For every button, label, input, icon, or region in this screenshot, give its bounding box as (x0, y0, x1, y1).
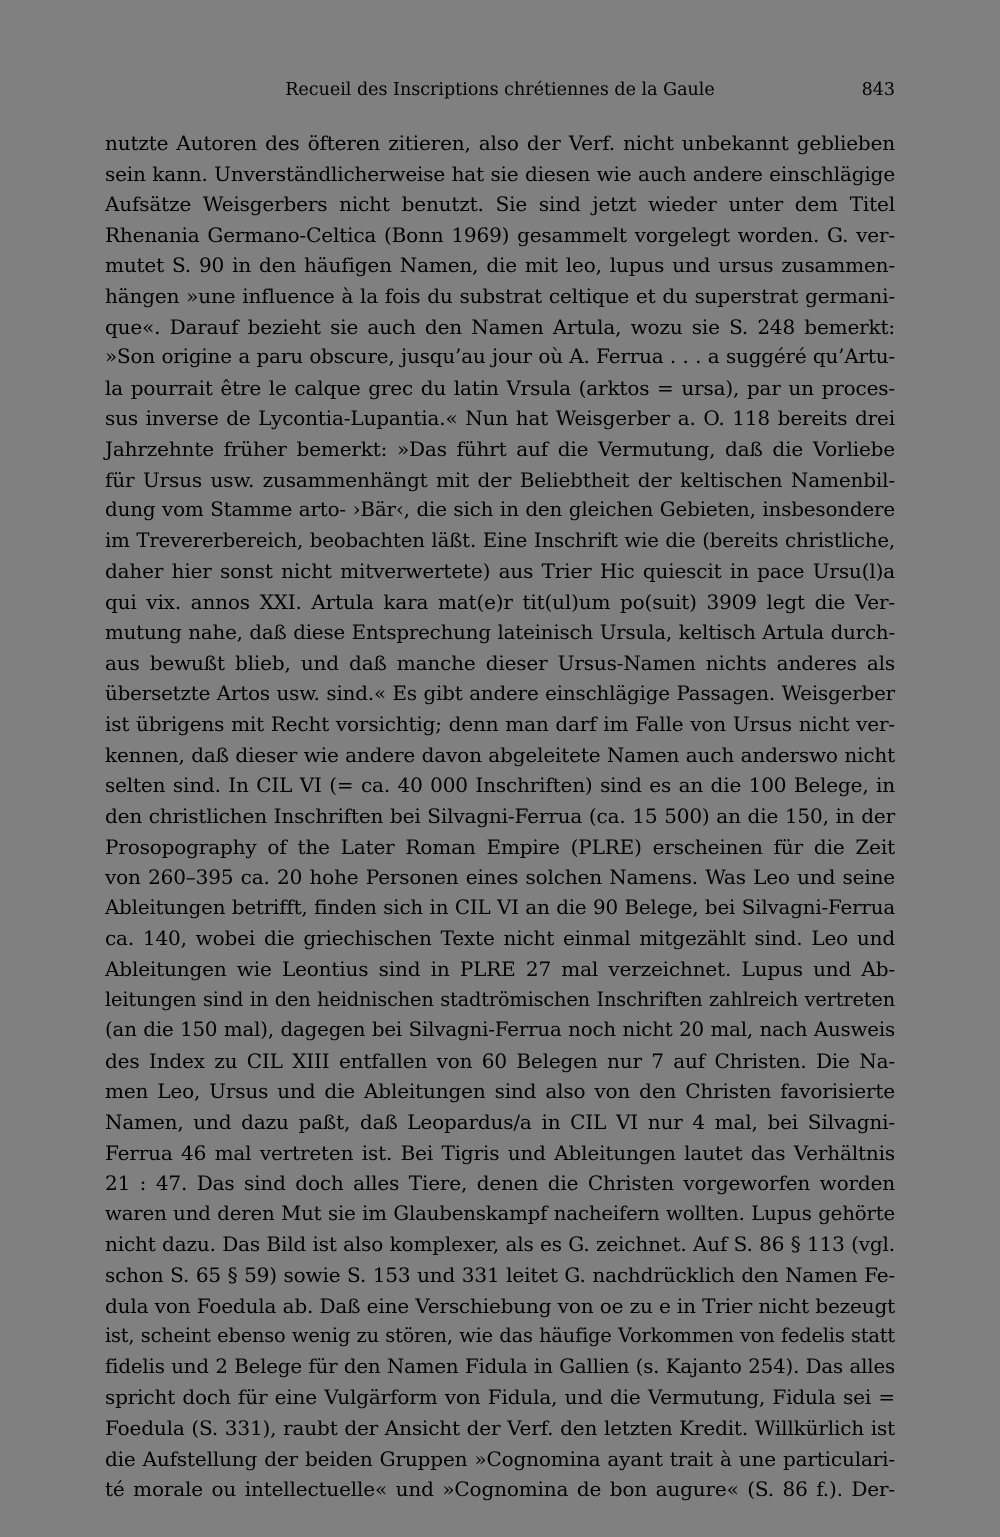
text-line: von 260–395 ca. 20 hohe Personen eines solchen Namens. Was Leo und seine (105, 865, 895, 890)
text-line: Ableitungen wie Leontius sind in PLRE 27 mal verzeichnet. Lupus und Ab- (105, 957, 895, 982)
text-line: Foedula (S. 331), raubt der Ansicht der Verf. den letzten Kredit. Willkürlich ist (105, 1415, 895, 1440)
text-line: men Leo, Ursus und die Ableitungen sind also von den Christen favorisierte (105, 1079, 895, 1104)
text-line: für Ursus usw. zusammenhängt mit der Beliebtheit der keltischen Namenbil- (105, 467, 895, 492)
text-line: des Index zu CIL XIII entfallen von 60 Belegen nur 7 auf Christen. Die Na- (105, 1048, 895, 1073)
text-line: Ferrua 46 mal vertreten ist. Bei Tigris und Ableitungen lautet das Verhältnis (105, 1140, 895, 1165)
text-line: im Trevererbereich, beobachten läßt. Eine Inschrift wie die (bereits christliche, (105, 528, 895, 552)
text-line: spricht doch für eine Vulgärform von Fidula, und die Vermutung, Fidula sei = (105, 1385, 895, 1410)
text-line: die Aufstellung der beiden Gruppen »Cognomina ayant trait à une particulari- (105, 1446, 895, 1471)
text-line: aus bewußt blieb, und daß manche dieser Ursus-Namen nichts anderes als (105, 651, 895, 676)
text-line: hängen »une influence à la fois du substrat celtique et du superstrat germani- (105, 283, 895, 308)
text-line: Rhenania Germano-Celtica (Bonn 1969) gesammelt vorgelegt worden. G. ver- (105, 222, 895, 247)
text-line: mutung nahe, daß diese Entsprechung lateinisch Ursula, keltisch Artula durch- (105, 620, 895, 644)
text-line: selten sind. In CIL VI (= ca. 40 000 Inschriften) sind es an die 100 Belege, in (105, 773, 895, 798)
text-line: sein kann. Unverständlicherweise hat sie diesen wie auch andere einschlägige (105, 161, 895, 186)
text-line: fidelis und 2 Belege für den Namen Fidula in Gallien (s. Kajanto 254). Das alles (105, 1354, 895, 1378)
text-line: daher hier sonst nicht mitverwertete) aus Trier Hic quiescit in pace Ursu(l)a (105, 559, 895, 584)
text-line: Namen, und dazu paßt, daß Leopardus/a in CIL VI nur 4 mal, bei Silvagni- (105, 1110, 895, 1134)
body-text (105, 128, 895, 1505)
page-number: 843 (861, 80, 895, 100)
text-line: 21 : 47. Das sind doch alles Tiere, denen die Christen vorgeworfen worden (105, 1171, 895, 1196)
text-line: Aufsätze Weisgerbers nicht benutzt. Sie sind jetzt wieder unter dem Titel (105, 192, 895, 217)
text-line: kennen, daß dieser wie andere davon abgeleitete Namen auch anderswo nicht (105, 742, 895, 767)
running-header (105, 76, 895, 104)
text-line: Jahrzehnte früher bemerkt: »Das führt auf die Vermutung, daß die Vorliebe (105, 436, 895, 461)
text-line: ist, scheint ebenso wenig zu stören, wie das häufige Vorkommen von fedelis statt (105, 1324, 895, 1348)
text-line: nicht dazu. Das Bild ist also komplexer, als es G. zeichnet. Auf S. 86 § 113 (vgl. (105, 1232, 895, 1257)
text-line: »Son origine a paru obscure, jusqu’au jour où A. Ferrua . . . a suggéré qu’Artu- (105, 345, 895, 369)
running-title: Recueil des Inscriptions chrétiennes de la Gaule (285, 80, 715, 100)
text-line: waren und deren Mut sie im Glaubenskampf nacheifern wollten. Lupus gehörte (105, 1201, 895, 1225)
text-line: Ableitungen betrifft, finden sich in CIL VI an die 90 Belege, bei Silvagni-Ferrua (105, 895, 895, 919)
text-line: Prosopography of the Later Roman Empire (PLRE) erscheinen für die Zeit (105, 834, 895, 859)
text-line: (an die 150 mal), dagegen bei Silvagni-Ferrua noch nicht 20 mal, nach Ausweis (105, 1018, 895, 1042)
text-line: ca. 140, wobei die griechischen Texte nicht einmal mitgezählt sind. Leo und (105, 926, 895, 951)
text-line: té morale ou intellectuelle« und »Cognomina de bon augure« (S. 86 f.). Der- (105, 1477, 895, 1502)
text-line: ist übrigens mit Recht vorsichtig; denn man darf im Falle von Ursus nicht ver- (105, 712, 895, 737)
text-line: dula von Foedula ab. Daß eine Verschiebung von oe zu e in Trier nicht bezeugt (105, 1293, 895, 1318)
text-line: übersetzte Artos usw. sind.« Es gibt andere einschlägige Passagen. Weisgerber (105, 681, 895, 705)
text-line: dung vom Stamme arto- ›Bär‹, die sich in den gleichen Gebieten, insbesondere (105, 498, 895, 522)
text-line: leitungen sind in den heidnischen stadtrömischen Inschriften zahlreich vertreten (105, 987, 895, 1011)
text-line: qui vix. annos XXI. Artula kara mat(e)r tit(ul)um po(suit) 3909 legt die Ver- (105, 589, 895, 614)
text-line: sus inverse de Lycontia-Lupantia.« Nun hat Weisgerber a. O. 118 bereits drei (105, 406, 895, 431)
text-line: la pourrait être le calque grec du latin Vrsula (arktos = ursa), par un proces- (105, 375, 895, 400)
text-line: schon S. 65 § 59) sowie S. 153 und 331 leitet G. nachdrücklich den Namen Fe- (105, 1262, 895, 1287)
text-line: mutet S. 90 in den häufigen Namen, die mit leo, lupus und ursus zusammen- (105, 253, 895, 278)
text-line: nutzte Autoren des öfteren zitieren, also der Verf. nicht unbekannt geblieben (105, 131, 895, 155)
text-line: que«. Darauf bezieht sie auch den Namen Artula, wozu sie S. 248 bemerkt: (105, 314, 895, 339)
text-line: den christlichen Inschriften bei Silvagni-Ferrua (ca. 15 500) an die 150, in der (105, 804, 895, 829)
